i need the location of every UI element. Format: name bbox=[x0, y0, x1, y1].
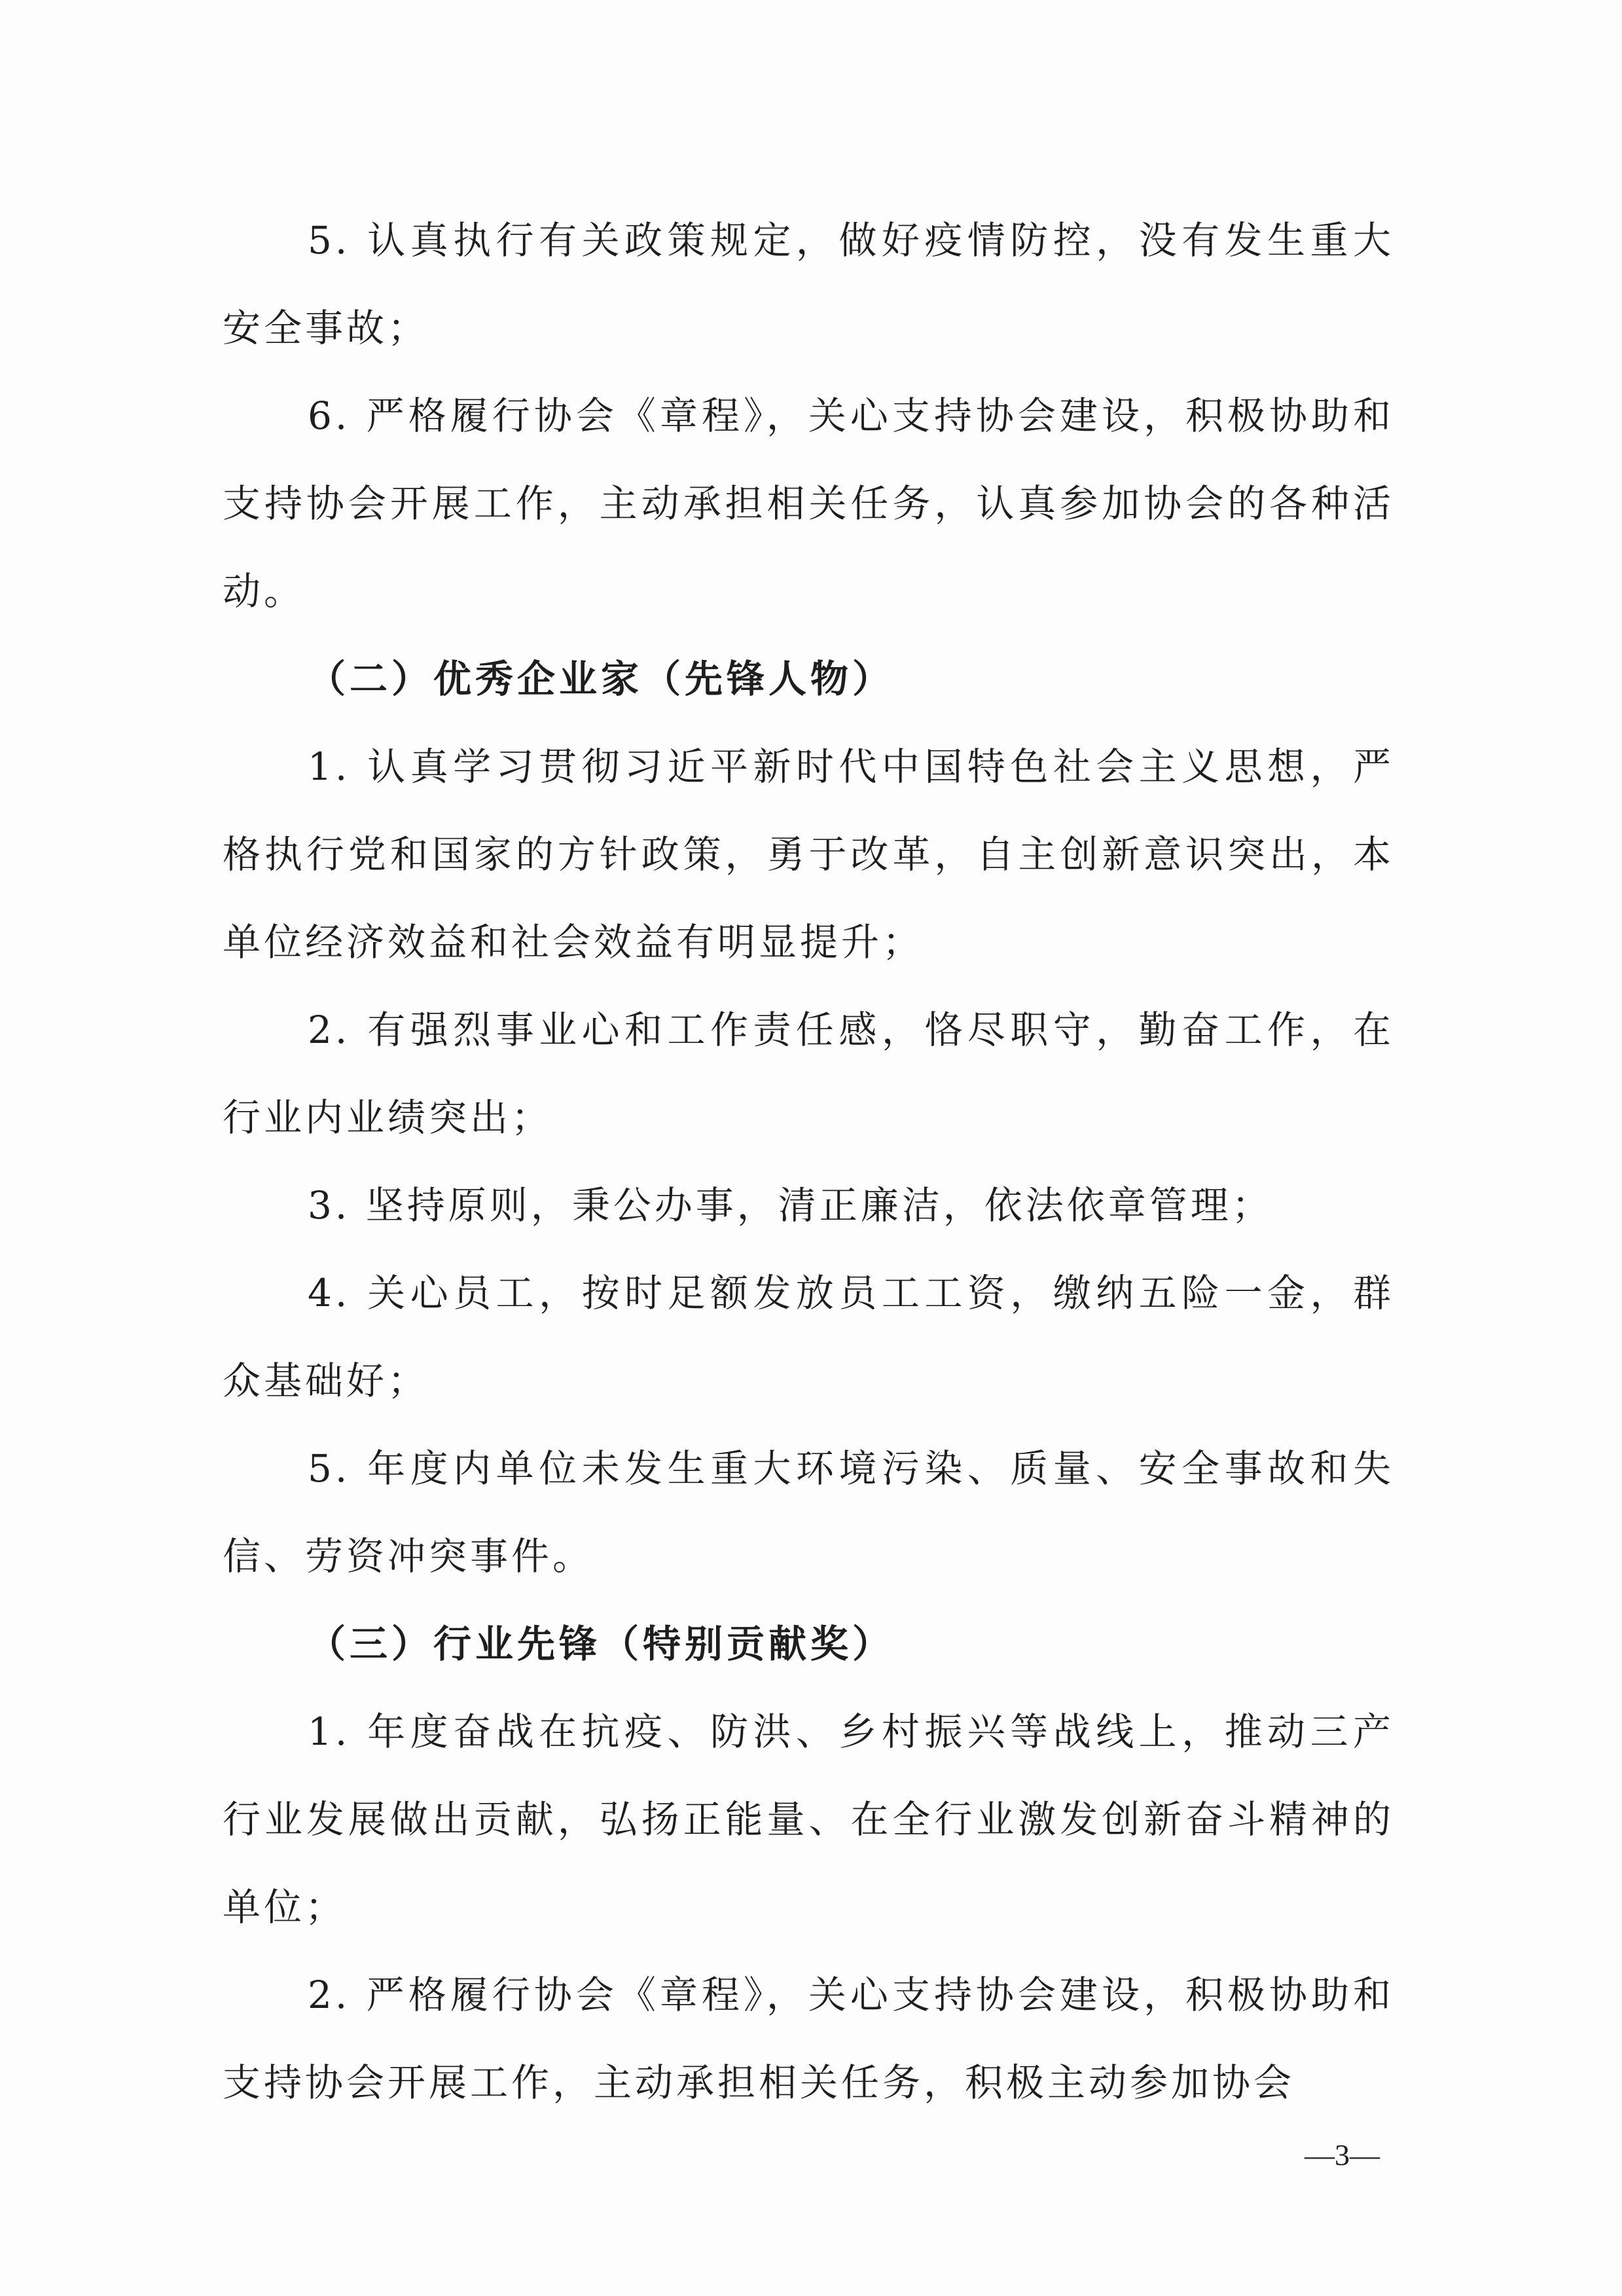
document-body bbox=[223, 196, 1394, 2126]
criterion-item: 3. 坚持原则，秉公办事，清正廉洁，依法依章管理； bbox=[308, 1183, 1273, 1228]
page-number: —3— bbox=[1305, 2138, 1380, 2172]
criterion-item: 5. 年度内单位未发生重大环境污染、质量、安全事故和失信、劳资冲突事件。 bbox=[223, 1446, 1394, 1578]
section-heading: （三）行业先锋（特别贡献奖） bbox=[308, 1622, 895, 1666]
criterion-item: 6. 严格履行协会《章程》，关心支持协会建设，积极协助和支持协会开展工作，主动承担相关任务，认真参加协会的各种活动。 bbox=[223, 393, 1394, 613]
criterion-item: 2. 有强烈事业心和工作责任感，恪尽职守，勤奋工作，在行业内业绩突出； bbox=[223, 1008, 1394, 1140]
criterion-item: 1. 年度奋战在抗疫、防洪、乡村振兴等战线上，推动三产行业发展做出贡献，弘扬正能量、在全行业激发创新奋斗精神的单位； bbox=[223, 1709, 1394, 1929]
criterion-item: 2. 严格履行协会《章程》，关心支持协会建设，积极协助和支持协会开展工作，主动承担相关任务，积极主动参加协会 bbox=[223, 1973, 1394, 2105]
criterion-item: 1. 认真学习贯彻习近平新时代中国特色社会主义思想，严格执行党和国家的方针政策，勇于改革，自主创新意识突出，本单位经济效益和社会效益有明显提升； bbox=[223, 744, 1394, 964]
criterion-item: 5. 认真执行有关政策规定，做好疫情防控，没有发生重大安全事故； bbox=[223, 218, 1394, 350]
section-heading: （二）优秀企业家（先锋人物） bbox=[308, 657, 895, 701]
criterion-item: 4. 关心员工，按时足额发放员工工资，缴纳五险一金，群众基础好； bbox=[223, 1271, 1394, 1403]
